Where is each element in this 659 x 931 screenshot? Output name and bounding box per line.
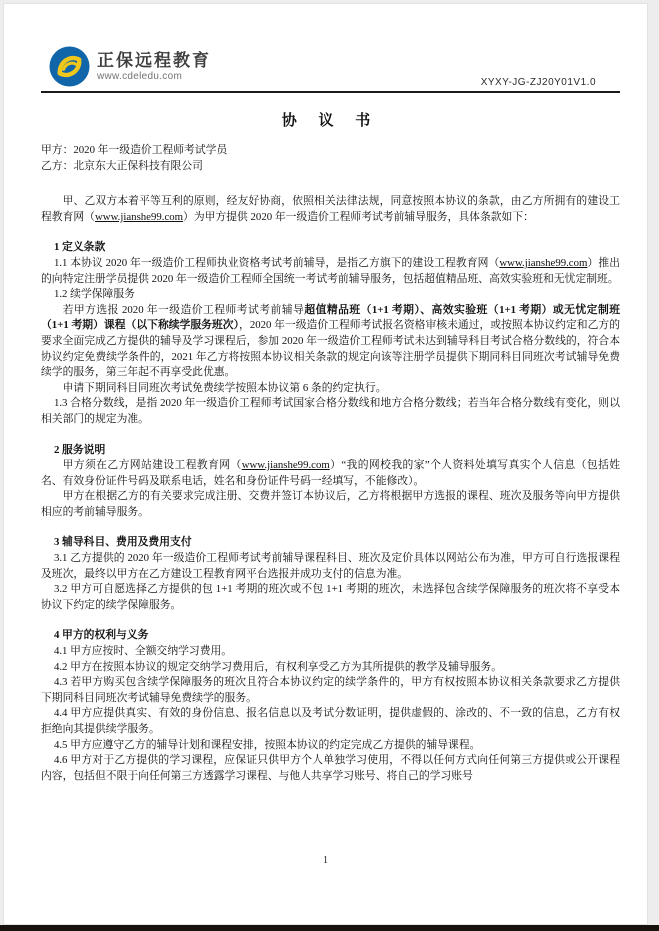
text-run: 1.2 续学保障服务: [53, 288, 135, 301]
page-header: [41, 4, 620, 93]
text-run: 超值精品班（1+1 考期）、高效实验班（1+1 考期）或无忧定制班（1+1 考期）课程（以下称续学服务班次）: [41, 303, 620, 332]
text-run: 4.2 甲方在按照本协议的规定交纳学习费用后，有权利享受乙方为其所提供的教学及辅导服务。: [53, 660, 503, 673]
text-run: 1.1 本协议 2020 年一级造价工程师执业资格考试考前辅导，是指乙方旗下的建设工程教育网（: [53, 256, 500, 269]
paragraph: [41, 489, 620, 520]
website-link[interactable]: www.jianshe99.com: [499, 256, 588, 269]
parties-block: [41, 143, 620, 174]
paragraph: [41, 753, 620, 784]
text-run: ）“我的网校我的家”个人资料处填写真实个人信息（包括姓名、有效身份证件号码及联系电话，姓名和身份证件号码一经填写，不能修改）。: [41, 459, 620, 487]
window-bottom-edge: [0, 925, 659, 931]
text-run: 3.2 甲方可自愿选择乙方提供的包 1+1 考期的班次或不包 1+1 考期的班次，未选择包含续学保障服务的班次将不享受本协议下约定的续学保障服务。: [41, 583, 620, 611]
text-run: 若甲方选报 2020 年一级造价工程师考试考前辅导: [62, 303, 305, 316]
text-run: 1 定义条款: [53, 241, 106, 254]
paragraph: [41, 644, 620, 660]
text-run: 甲方在根据乙方的有关要求完成注册、交费并签订本协议后，乙方将根据甲方选报的课程、班次及服务等向甲方提供相应的考前辅导服务。: [41, 490, 620, 518]
paragraph: [41, 551, 620, 582]
text-run: 4.5 甲方应遵守乙方的辅导计划和课程安排，按照本协议的约定完成乙方提供的辅导课程。: [53, 738, 481, 751]
text-run: 3.1 乙方提供的 2020 年一级造价工程师考试考前辅导课程科目、班次及定价具体以网站公布为准，甲方可自行选报课程及班次，最终以甲方在乙方建设工程教育网平台选报并成功支付的信息为准。: [41, 552, 620, 580]
section-heading: [41, 443, 620, 459]
swirl-globe-icon: [49, 46, 90, 87]
text-run: ）推出的向特定注册学员提供 2020 年一级造价工程师全国统一考试考前辅导服务，包括超值精品班、高效实验班和无忧定制班。: [41, 256, 621, 285]
document-body: [41, 194, 620, 784]
text-run: 4.3 若甲方购买包含续学保障服务的班次且符合本协议约定的续学条件的，甲方有权按照本协议相关条款要求乙方提供下期同科目同班次考试辅导免费续学的服务。: [41, 676, 620, 704]
paragraph: [41, 675, 620, 706]
text-run: 4.6 甲方对于乙方提供的学习课程，应保证只供甲方个人单独学习使用，不得以任何方式向任何第三方提供或公开课程内容，包括但不限于向任何第三方透露学习课程、与他人共享学习账号、将自己的学习账号: [41, 754, 620, 782]
paragraph: [41, 706, 620, 737]
text-run: 甲、乙双方本着平等互利的原则，经友好协商，依照相关法律法规，同意按照本协议的条款，由乙方所拥有的建设工程教育网（: [41, 195, 620, 223]
text-run: ）为甲方提供 2020 年一级造价工程师考试考前辅导服务，具体条款如下：: [183, 210, 534, 223]
logo-text: [97, 52, 211, 82]
text-run: 2 服务说明: [53, 443, 106, 456]
text-run: 申请下期同科目同班次考试免费续学按照本协议第 6 条的约定执行。: [62, 381, 387, 394]
paragraph: [41, 660, 620, 676]
paragraph: [41, 396, 620, 427]
section-heading: [41, 240, 620, 256]
paragraph: [41, 458, 620, 489]
paragraph: [41, 303, 620, 381]
document-code: XYXY-JG-ZJ20Y01V1.0: [480, 77, 596, 88]
paragraph: [41, 381, 620, 397]
paragraph: [41, 582, 620, 613]
party-a-line: 甲方：2020 年一级造价工程师考试学员: [41, 144, 228, 156]
text-run: 甲方须在乙方网站建设工程教育网（: [62, 459, 242, 472]
paragraph: [41, 287, 620, 303]
paragraph: [41, 738, 620, 754]
page-number: 1: [323, 855, 328, 866]
document-page: [3, 3, 648, 925]
company-logo: [49, 46, 211, 87]
section-heading: [41, 535, 620, 551]
text-run: 4.1 甲方应按时、全额交纳学习费用。: [53, 645, 233, 658]
text-run: 4.4 甲方应提供真实、有效的身份信息、报名信息以及考试分数证明，提供虚假的、涂改的、不一致的信息，乙方有权拒绝向其提供续学服务。: [41, 707, 620, 735]
website-link[interactable]: www.jianshe99.com: [94, 210, 184, 223]
party-b-line: 乙方：北京东大正保科技有限公司: [41, 159, 203, 172]
brand-url: www.cdeledu.com: [97, 70, 183, 82]
document-title: 协 议 书: [281, 113, 380, 129]
text-run: 1.3 合格分数线，是指 2020 年一级造价工程师考试国家合格分数线和地方合格分数线；若当年合格分数线有变化，则以相关部门的规定为准。: [41, 397, 620, 425]
section-heading: [41, 628, 620, 644]
text-run: ，2020 年一级造价工程师考试报名资格审核未通过，或按照本协议约定和乙方的要求全面完成乙方提供的辅导及学习课程后，参加 2020 年一级造价工程师考试未达到辅导科目考试合格分数线的，符合本协议约定免费续学条件的，2021 年乙方将按照本协议相关条款的规定向该等注册学员提供下期同科目同班次考试辅导免费续学的服务，第三年起不再享受此优惠。: [41, 319, 620, 379]
brand-name: 正保远程教育: [97, 50, 211, 70]
text-run: 3 辅导科目、费用及费用支付: [53, 536, 192, 549]
paragraph: [41, 256, 620, 287]
website-link[interactable]: www.jianshe99.com: [241, 459, 330, 472]
paragraph: [41, 194, 620, 225]
text-run: 4 甲方的权利与义务: [53, 629, 149, 642]
